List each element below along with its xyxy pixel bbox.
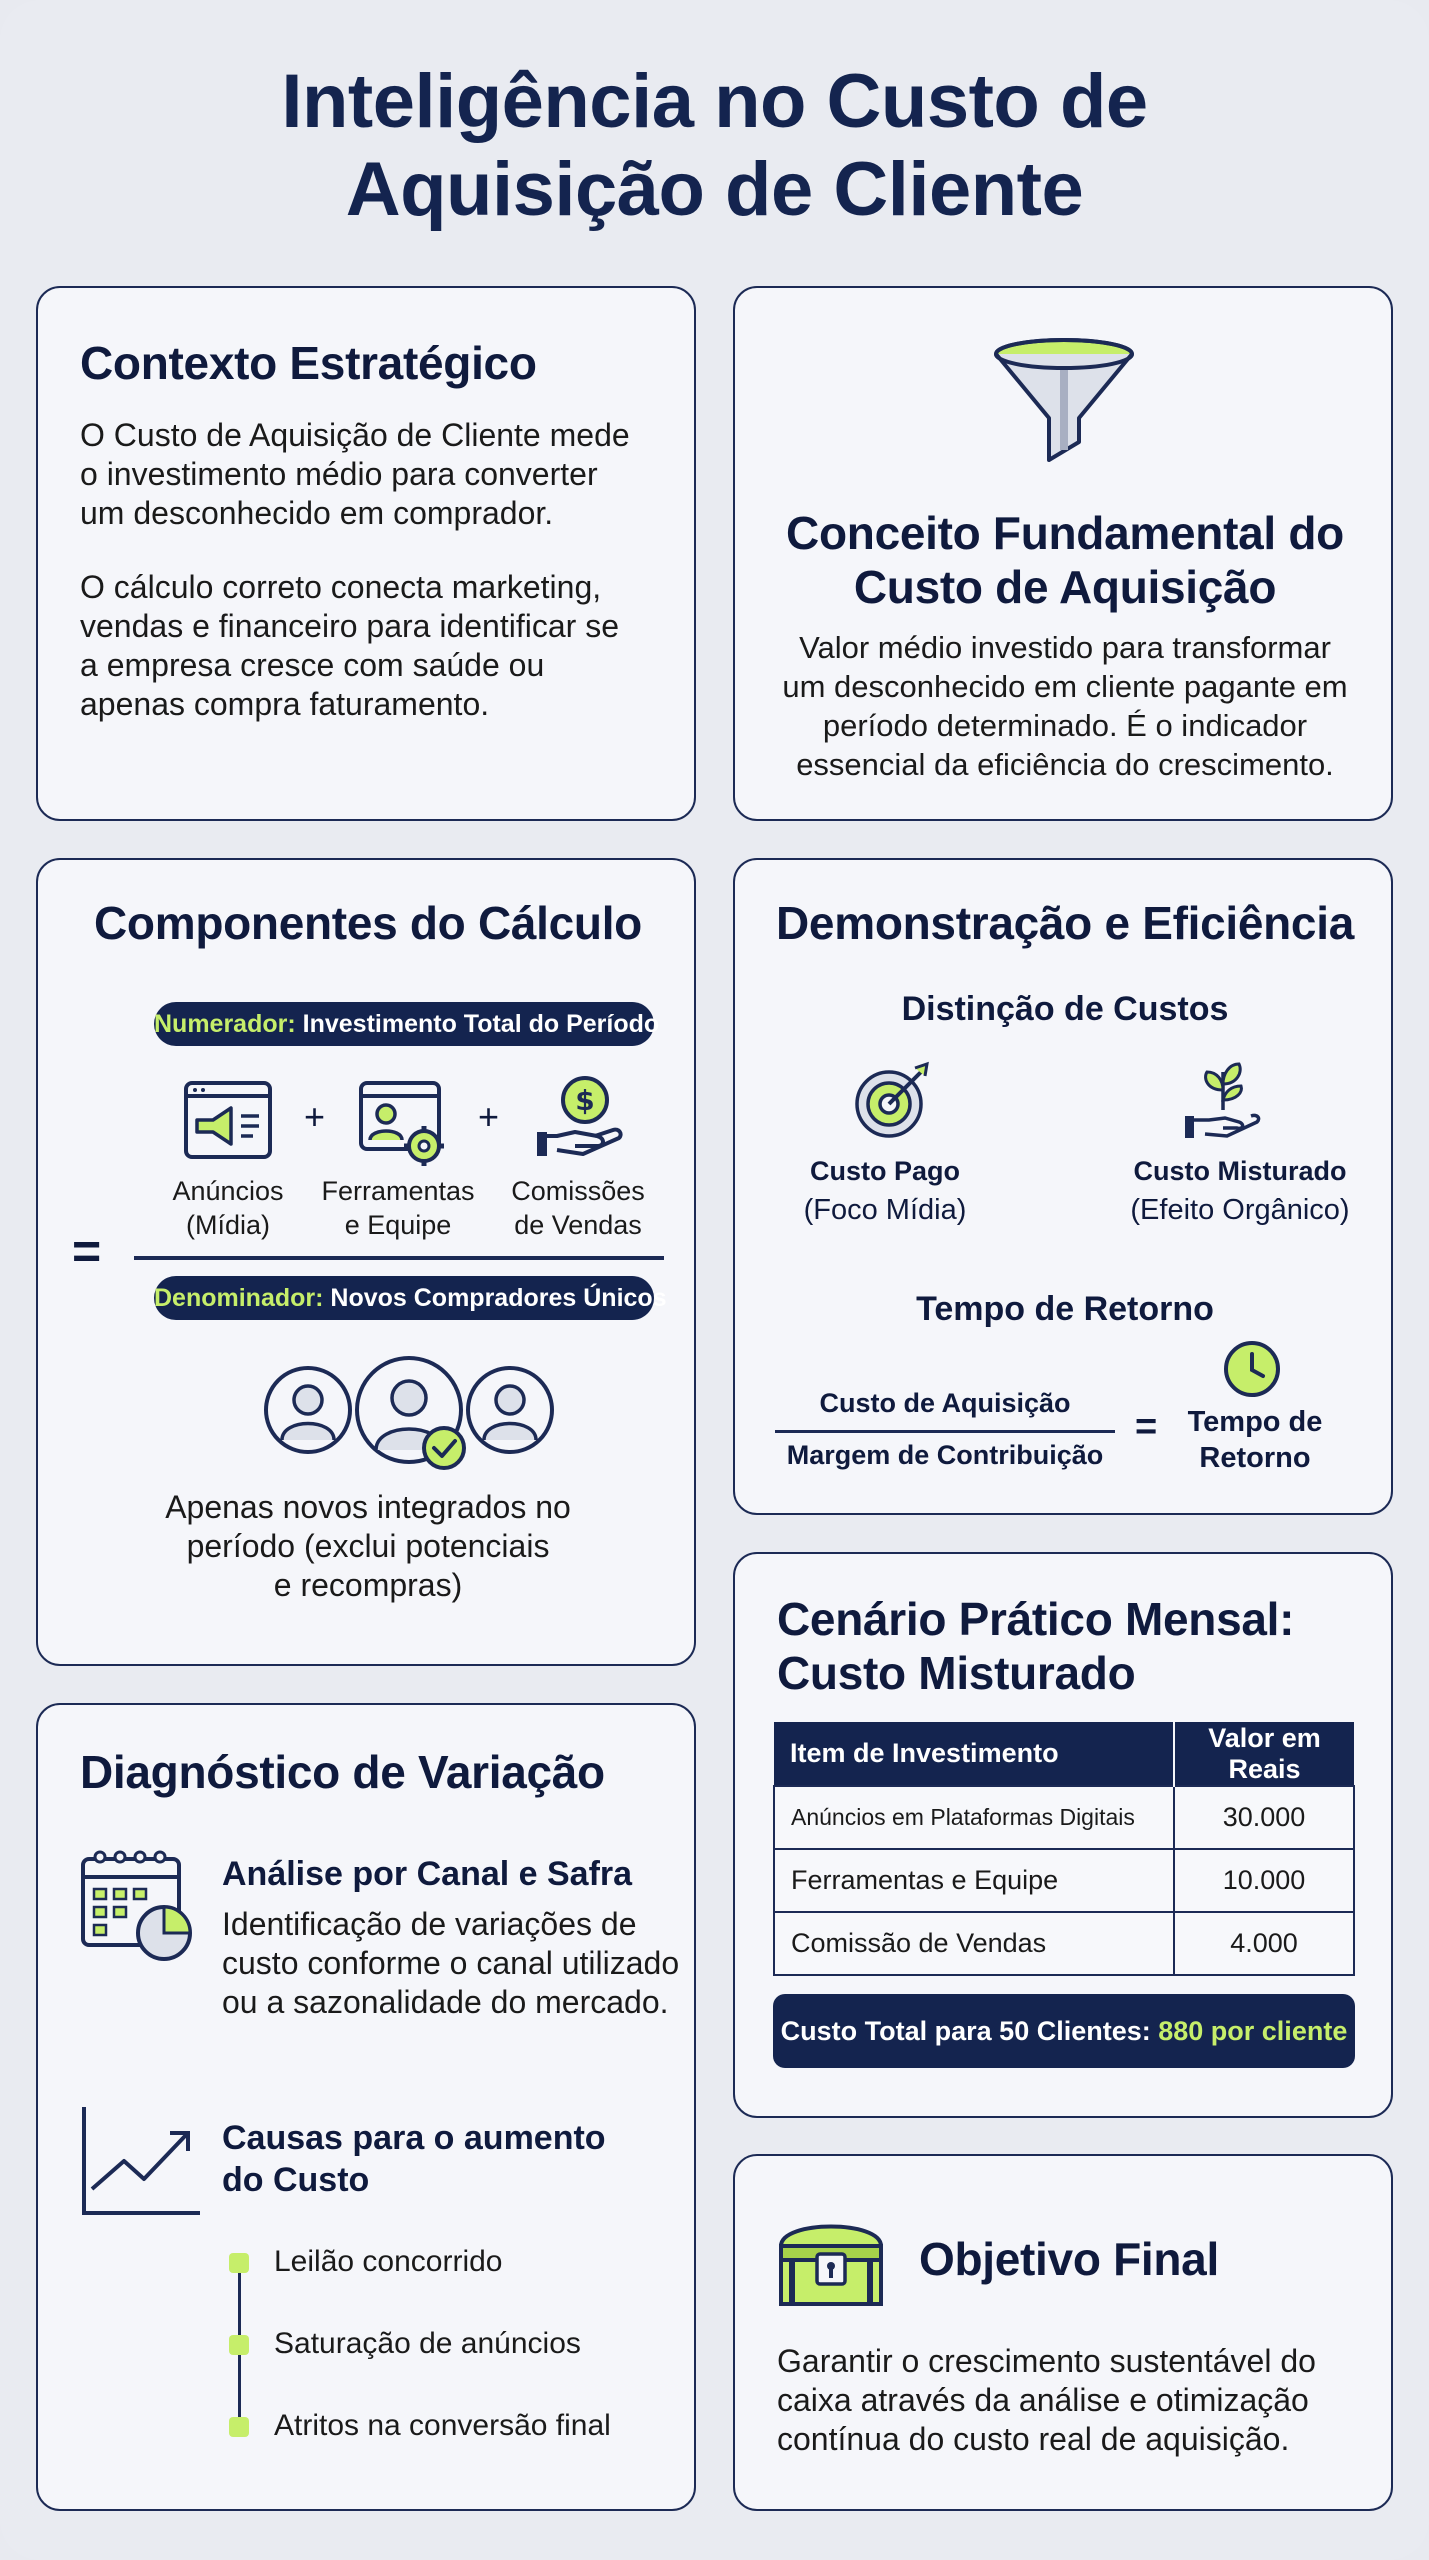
contexto-paragraph-2 — [80, 568, 619, 724]
denominador-text: Novos Compradores Únicos — [330, 1284, 667, 1312]
text-line: e recompras) — [273, 1567, 463, 1603]
text-line: vendas e financeiro para identificar se — [80, 608, 619, 644]
text-line: caixa através da análise e otimização — [777, 2382, 1309, 2418]
text-line: a empresa cresce com saúde ou — [80, 647, 545, 683]
table-cell: Ferramentas e Equipe — [774, 1849, 1174, 1912]
demo-card — [733, 858, 1393, 1515]
investment-table — [773, 1722, 1355, 1976]
page-title — [0, 58, 1429, 234]
title-line-2: Aquisição de Cliente — [345, 147, 1084, 232]
table-row — [774, 1786, 1354, 1849]
total-value: 880 por cliente — [1158, 2016, 1348, 2046]
new-buyers-icon — [264, 1354, 554, 1474]
objetivo-text — [777, 2342, 1316, 2459]
denominador-pill — [154, 1276, 667, 1320]
commission-icon — [535, 1074, 625, 1160]
table-header-row — [774, 1722, 1354, 1786]
numerador-text: Investimento Total do Período — [302, 1010, 660, 1038]
target-icon — [853, 1060, 933, 1140]
text-line: o investimento médio para converter — [80, 456, 598, 492]
calendar-chart-icon — [80, 1849, 198, 1961]
title-line: do Custo — [222, 2161, 370, 2199]
column-header: Item de Investimento — [774, 1722, 1174, 1786]
text-line: O Custo de Aquisição de Cliente mede — [80, 417, 630, 453]
label-line: e Equipe — [344, 1210, 452, 1240]
analise-title: Análise por Canal e Safra — [222, 1855, 633, 1893]
componentes-heading: Componentes do Cálculo — [94, 897, 642, 949]
custo-misturado-title: Custo Misturado — [1133, 1156, 1347, 1186]
heading-line: Conceito Fundamental do — [786, 507, 1344, 559]
contexto-paragraph-1 — [80, 416, 630, 533]
custo-misturado-sub: (Efeito Orgânico) — [1130, 1194, 1350, 1226]
componentes-note — [38, 1488, 698, 1605]
fraction-bar — [134, 1256, 664, 1260]
plus-sign: + — [478, 1096, 500, 1137]
text-line: contínua do custo real de aquisição. — [777, 2421, 1290, 2457]
bullet-dot — [229, 2253, 249, 2273]
diagnostico-heading: Diagnóstico de Variação — [80, 1746, 605, 1798]
total-cost-bar — [773, 1994, 1355, 2068]
title-line: Causas para o aumento — [222, 2119, 606, 2157]
funnel-icon — [989, 330, 1139, 470]
total-label: Custo Total para 50 Clientes: — [780, 2016, 1151, 2046]
text-line: Apenas novos integrados no — [165, 1489, 571, 1525]
distincao-subheading: Distinção de Custos — [901, 990, 1229, 1028]
cenario-heading — [777, 1592, 1294, 1700]
clock-icon — [1223, 1340, 1281, 1398]
svg-text:$: $ — [575, 1084, 595, 1117]
cause-item: Atritos na conversão final — [274, 2409, 611, 2442]
megaphone-icon — [183, 1080, 273, 1160]
objetivo-heading: Objetivo Final — [919, 2233, 1219, 2285]
column-header: Valor em Reais — [1174, 1722, 1354, 1786]
tools-team-icon — [358, 1080, 448, 1166]
equals-sign: = — [72, 1223, 102, 1279]
contexto-heading: Contexto Estratégico — [80, 337, 537, 389]
text-line: custo conforme o canal utilizado — [222, 1945, 680, 1981]
cause-item: Saturação de anúncios — [274, 2327, 581, 2360]
result-line: Tempo de — [1187, 1406, 1323, 1438]
causas-title — [222, 2117, 606, 2201]
table-cell: 10.000 — [1174, 1849, 1354, 1912]
heading-line: Custo de Aquisição — [853, 561, 1277, 613]
text-line: Valor médio investido para transformar — [799, 630, 1331, 665]
label-line: Anúncios — [172, 1176, 284, 1206]
fraction-line — [775, 1430, 1115, 1433]
table-cell: Comissão de Vendas — [774, 1912, 1174, 1975]
heading-line: Cenário Prático Mensal: — [777, 1593, 1295, 1645]
text-line: período determinado. É o indicador — [822, 708, 1308, 743]
bullet-dot — [229, 2335, 249, 2355]
trend-up-icon — [80, 2105, 202, 2217]
demo-heading: Demonstração e Eficiência — [776, 897, 1354, 949]
conceito-heading — [735, 506, 1395, 614]
text-line: O cálculo correto conecta marketing, — [80, 569, 602, 605]
heading-line: Custo Misturado — [777, 1647, 1136, 1699]
numerador-label: Numerador: — [154, 1010, 296, 1038]
tempo-retorno-result — [1165, 1404, 1345, 1476]
label-line: Comissões — [511, 1176, 645, 1206]
text-line: um desconhecido em cliente pagante em — [782, 669, 1348, 704]
item-ferramentas-label — [318, 1174, 478, 1242]
text-line: Identificação de variações de — [222, 1906, 637, 1942]
label-line: (Mídia) — [185, 1210, 270, 1240]
fraction-denominator: Margem de Contribuição — [786, 1440, 1104, 1470]
fraction-numerator: Custo de Aquisição — [819, 1388, 1071, 1418]
text-line: apenas compra faturamento. — [80, 686, 490, 722]
text-line: essencial da eficiência do crescimento. — [796, 747, 1334, 782]
plant-hand-icon — [1183, 1056, 1263, 1140]
label-line: Ferramentas — [321, 1176, 475, 1206]
conceito-text — [735, 628, 1395, 784]
table-row — [774, 1912, 1354, 1975]
result-line: Retorno — [1199, 1442, 1311, 1474]
denominador-label: Denominador: — [154, 1284, 324, 1312]
equals-sign: = — [1135, 1406, 1158, 1448]
bullet-dot — [229, 2417, 249, 2437]
plus-sign: + — [304, 1096, 326, 1137]
cause-item: Leilão concorrido — [274, 2245, 503, 2278]
text-line: período (exclui potenciais — [186, 1528, 550, 1564]
objetivo-card — [733, 2154, 1393, 2511]
custo-pago-sub: (Foco Mídia) — [803, 1194, 967, 1226]
numerador-pill — [154, 1002, 660, 1046]
title-line-1: Inteligência no Custo de — [281, 59, 1148, 144]
text-line: ou a sazonalidade do mercado. — [222, 1984, 669, 2020]
text-line: Garantir o crescimento sustentável do — [777, 2343, 1316, 2379]
treasure-chest-icon — [775, 2210, 887, 2310]
table-row — [774, 1849, 1354, 1912]
custo-pago-title: Custo Pago — [809, 1156, 960, 1186]
table-cell: Anúncios em Plataformas Digitais — [774, 1786, 1174, 1849]
cenario-card — [733, 1552, 1393, 2118]
text-line: um desconhecido em comprador. — [80, 495, 554, 531]
item-anuncios-label — [148, 1174, 308, 1242]
diagnostico-card — [36, 1703, 696, 2511]
contexto-card — [36, 286, 696, 821]
conceito-card — [733, 286, 1393, 821]
analise-text — [222, 1905, 679, 2022]
table-cell: 30.000 — [1174, 1786, 1354, 1849]
item-comissoes-label — [498, 1174, 658, 1242]
tempo-retorno-subheading: Tempo de Retorno — [916, 1290, 1214, 1328]
componentes-card — [36, 858, 696, 1666]
table-cell: 4.000 — [1174, 1912, 1354, 1975]
label-line: de Vendas — [514, 1210, 642, 1240]
